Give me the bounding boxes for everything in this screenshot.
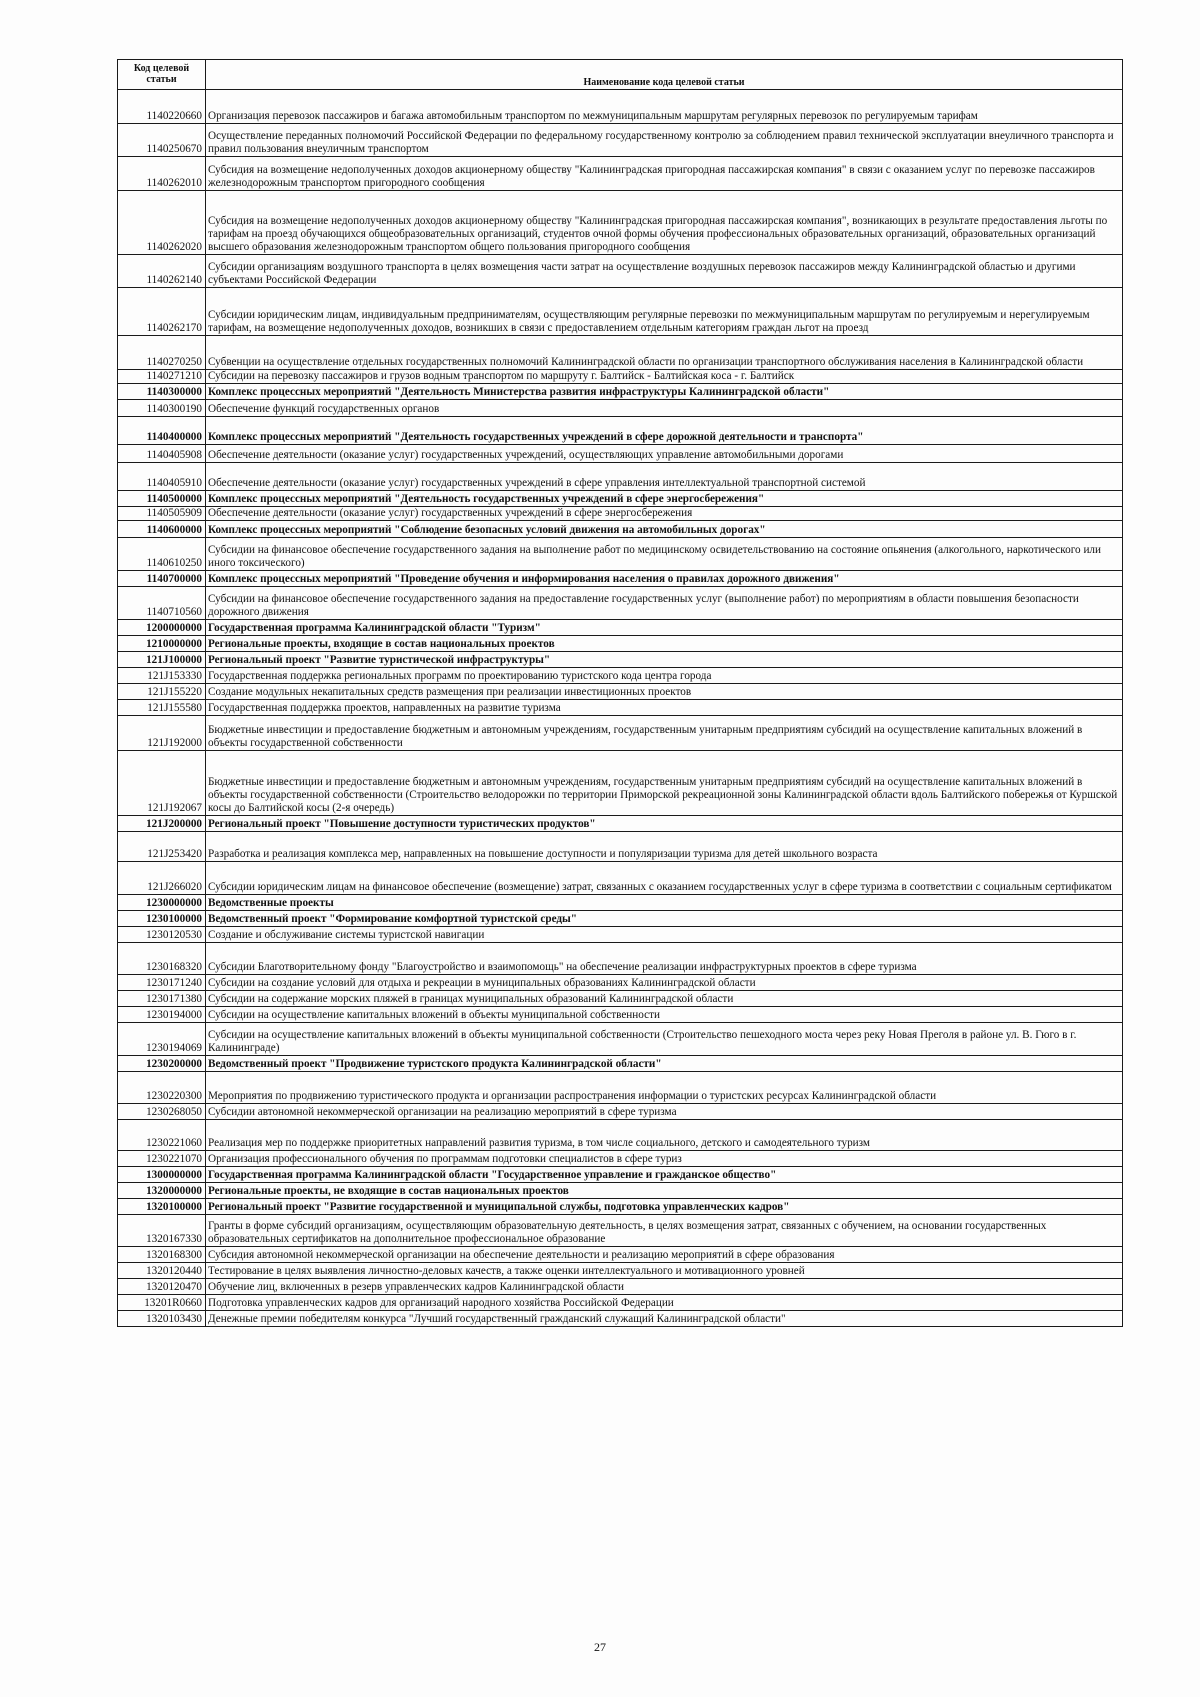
row-code: 1320103430 (118, 1311, 206, 1327)
row-name: Субсидии на финансовое обеспечение государственного задания на выполнение работ по медицинскому освидетельствованию на состояние опьянения (алкогольного, наркотического или иного токсического) (206, 538, 1123, 571)
row-name: Обеспечение деятельности (оказание услуг) государственных учреждений, осуществляющих управление автомобильными дорогами (206, 445, 1123, 463)
target-codes-table (117, 59, 1123, 1327)
row-code: 1320000000 (118, 1183, 206, 1199)
row-code: 1140710560 (118, 587, 206, 620)
page-number: 27 (594, 1640, 606, 1654)
row-name: Субсидии на осуществление капитальных вложений в объекты муниципальной собственности (206, 1007, 1123, 1023)
row-code: 1230194000 (118, 1007, 206, 1023)
table-row (118, 288, 1123, 336)
row-name: Комплекс процессных мероприятий "Соблюдение безопасных условий движения на автомобильных дорогах" (206, 521, 1123, 538)
table-row (118, 652, 1123, 668)
table-row (118, 463, 1123, 491)
row-name: Мероприятия по продвижению туристического продукта и организации распространения информации о туристских ресурсах Калининградской области (206, 1072, 1123, 1104)
row-code: 1210000000 (118, 636, 206, 652)
row-code: 1140500000 (118, 491, 206, 507)
table-row (118, 991, 1123, 1007)
row-name: Субсидии на финансовое обеспечение государственного задания на предоставление государственных услуг (выполнение работ) по мероприятиям в области повышения безопасности дорожного движения (206, 587, 1123, 620)
row-code: 1320100000 (118, 1199, 206, 1215)
table-row (118, 636, 1123, 652)
table-row (118, 571, 1123, 587)
row-code: 1140700000 (118, 571, 206, 587)
table-row (118, 975, 1123, 991)
row-name: Субсидии на создание условий для отдыха и рекреации в муниципальных образованиях Калининградской области (206, 975, 1123, 991)
row-name: Государственная поддержка проектов, направленных на развитие туризма (206, 700, 1123, 716)
row-code: 121J155220 (118, 684, 206, 700)
table-row (118, 521, 1123, 538)
row-name: Региональные проекты, входящие в состав национальных проектов (206, 636, 1123, 652)
table-row (118, 943, 1123, 975)
row-code: 1230220300 (118, 1072, 206, 1104)
row-name: Субсидии на осуществление капитальных вложений в объекты муниципальной собственности (Строительство пешеходного моста через реку Новая Преголя в районе ул. В. Гюго в г. Калининграде) (206, 1023, 1123, 1056)
row-name: Субсидии на содержание морских пляжей в границах муниципальных образований Калининградской области (206, 991, 1123, 1007)
row-code: 1140250670 (118, 124, 206, 157)
row-name: Субсидии юридическим лицам, индивидуальным предпринимателям, осуществляющим регулярные перевозки по межмуниципальным маршрутам по регулируемым и нерегулируемым тарифам, на возмещение недополученных доходов, возникших в связи с предоставлением отдельным категориям граждан льгот на проезд (206, 288, 1123, 336)
row-code: 1230168320 (118, 943, 206, 975)
row-code: 1230200000 (118, 1056, 206, 1072)
table-row (118, 90, 1123, 124)
row-name: Обеспечение деятельности (оказание услуг) государственных учреждений в сфере энергосбережения (206, 507, 1123, 521)
name-column-header: Наименование кода целевой статьи (206, 60, 1123, 90)
table-row (118, 1023, 1123, 1056)
row-code: 1140300000 (118, 384, 206, 400)
row-name: Создание модульных некапитальных средств размещения при реализации инвестиционных проектов (206, 684, 1123, 700)
row-name: Обеспечение деятельности (оказание услуг) государственных учреждений в сфере управления интеллектуальной транспортной системой (206, 463, 1123, 491)
row-code: 1230194069 (118, 1023, 206, 1056)
table-row (118, 1007, 1123, 1023)
table-row (118, 1120, 1123, 1151)
table-row (118, 816, 1123, 832)
row-code: 121J153330 (118, 668, 206, 684)
row-code: 1140505909 (118, 507, 206, 521)
row-name: Ведомственный проект "Продвижение туристского продукта Калининградской области" (206, 1056, 1123, 1072)
row-code: 121J253420 (118, 832, 206, 862)
row-name: Комплекс процессных мероприятий "Деятельность государственных учреждений в сфере дорожной деятельности и транспорта" (206, 417, 1123, 445)
row-code: 121J266020 (118, 862, 206, 895)
row-code: 1230171380 (118, 991, 206, 1007)
row-name: Осуществление переданных полномочий Российской Федерации по федеральному государственному контролю за соблюдением правил технической эксплуатации внеуличного транспорта и правил пользования внеуличным транспортом (206, 124, 1123, 157)
row-code: 1230221070 (118, 1151, 206, 1167)
table-row (118, 124, 1123, 157)
table-row (118, 1295, 1123, 1311)
code-column-header: Код целевой статьи (118, 60, 206, 90)
row-name: Комплекс процессных мероприятий "Деятельность государственных учреждений в сфере энергосбережения" (206, 491, 1123, 507)
row-name: Организация профессионального обучения по программам подготовки специалистов в сфере туриз (206, 1151, 1123, 1167)
row-code: 1140220660 (118, 90, 206, 124)
table-row (118, 700, 1123, 716)
table-row (118, 862, 1123, 895)
row-name: Субсидия автономной некоммерческой организации на обеспечение деятельности и реализацию мероприятий в сфере образования (206, 1247, 1123, 1263)
row-name: Субвенции на осуществление отдельных государственных полномочий Калининградской области по организации транспортного обслуживания населения в Калининградской области (206, 336, 1123, 370)
table-row (118, 895, 1123, 911)
table-row (118, 1072, 1123, 1104)
table-row (118, 668, 1123, 684)
row-code: 121J200000 (118, 816, 206, 832)
row-code: 1140600000 (118, 521, 206, 538)
row-name: Субсидии автономной некоммерческой организации на реализацию мероприятий в сфере туризма (206, 1104, 1123, 1120)
table-row (118, 538, 1123, 571)
table-row (118, 587, 1123, 620)
row-name: Региональный проект "Развитие туристической инфраструктуры" (206, 652, 1123, 668)
row-name: Региональный проект "Повышение доступности туристических продуктов" (206, 816, 1123, 832)
row-code: 1230000000 (118, 895, 206, 911)
row-code: 1140270250 (118, 336, 206, 370)
table-row (118, 400, 1123, 417)
row-name: Субсидии организациям воздушного транспорта в целях возмещения части затрат на осуществление воздушных перевозок пассажиров между Калининградской областью и другими субъектами Российской Федерации (206, 255, 1123, 288)
row-code: 121J155580 (118, 700, 206, 716)
table-row (118, 191, 1123, 255)
row-name: Государственная программа Калининградской области "Государственное управление и гражданское общество" (206, 1167, 1123, 1183)
row-name: Ведомственные проекты (206, 895, 1123, 911)
table-row (118, 716, 1123, 751)
table-row (118, 620, 1123, 636)
table-row (118, 1263, 1123, 1279)
table-row (118, 1199, 1123, 1215)
row-code: 121J100000 (118, 652, 206, 668)
table-row (118, 927, 1123, 943)
row-name: Обеспечение функций государственных органов (206, 400, 1123, 417)
row-code: 1230268050 (118, 1104, 206, 1120)
row-code: 1320120470 (118, 1279, 206, 1295)
row-name: Субсидия на возмещение недополученных доходов акционерному обществу "Калининградская пригородная пассажирская компания", возникающих в результате предоставления льготы по тарифам на проезд обучающихся общеобразовательных организаций, студентов очной формы обучения профессиональных образовательных организаций, образовательных организаций высшего образования железнодорожным транспортом общего пользования пригородного сообщения (206, 191, 1123, 255)
row-code: 1140262020 (118, 191, 206, 255)
row-code: 1140262010 (118, 157, 206, 191)
row-name: Реализация мер по поддержке приоритетных направлений развития туризма, в том числе социального, детского и самодеятельного туризм (206, 1120, 1123, 1151)
row-name: Субсидии юридическим лицам на финансовое обеспечение (возмещение) затрат, связанных с оказанием государственных услуг в сфере туризма в соответствии с социальным сертификатом (206, 862, 1123, 895)
row-code: 1200000000 (118, 620, 206, 636)
row-name: Обучение лиц, включенных в резерв управленческих кадров Калининградской области (206, 1279, 1123, 1295)
table-row (118, 1151, 1123, 1167)
row-code: 121J192000 (118, 716, 206, 751)
table-header-row (118, 60, 1123, 90)
row-code: 13201R0660 (118, 1295, 206, 1311)
table-row (118, 911, 1123, 927)
row-name: Гранты в форме субсидий организациям, осуществляющим образовательную деятельность, в целях возмещения затрат, связанных с обучением, на основании государственных образовательных сертификатов на дополнительное профессиональное образование (206, 1215, 1123, 1247)
table-row (118, 1104, 1123, 1120)
row-name: Бюджетные инвестиции и предоставление бюджетным и автономным учреждениям, государственным унитарным предприятиям субсидий на осуществление капитальных вложений в объекты государственной собственности (206, 716, 1123, 751)
row-code: 1140405910 (118, 463, 206, 491)
row-name: Ведомственный проект "Формирование комфортной туристской среды" (206, 911, 1123, 927)
row-name: Бюджетные инвестиции и предоставление бюджетным и автономным учреждениям, государственным унитарным предприятиям субсидий на осуществление капитальных вложений в объекты государственной собственности (Строительство велодорожки по территории Приморской рекреационной зоны Калининградской области вдоль Балтийского побережья от Куршской косы до Балтийской косы (2-я очередь) (206, 751, 1123, 816)
table-row (118, 1167, 1123, 1183)
row-name: Подготовка управленческих кадров для организаций народного хозяйства Российской Федерации (206, 1295, 1123, 1311)
row-name: Государственная поддержка региональных программ по проектированию туристского кода центра города (206, 668, 1123, 684)
row-name: Субсидии на перевозку пассажиров и грузов водным транспортом по маршруту г. Балтийск - Балтийская коса - г. Балтийск (206, 370, 1123, 384)
row-name: Тестирование в целях выявления личностно-деловых качеств, а также оценки интеллектуального и мотивационного уровней (206, 1263, 1123, 1279)
table-row (118, 684, 1123, 700)
row-code: 1320120440 (118, 1263, 206, 1279)
table-row (118, 157, 1123, 191)
table-row (118, 370, 1123, 384)
table-row (118, 1279, 1123, 1295)
table-row (118, 417, 1123, 445)
table-row (118, 507, 1123, 521)
row-code: 1140300190 (118, 400, 206, 417)
table-row (118, 1056, 1123, 1072)
row-name: Организация перевозок пассажиров и багажа автомобильным транспортом по межмуниципальным маршрутам регулярных перевозок по регулируемым тарифам (206, 90, 1123, 124)
row-name: Субсидии Благотворительному фонду "Благоустройство и взаимопомощь" на обеспечение реализации инфраструктурных проектов в сфере туризма (206, 943, 1123, 975)
row-code: 1140262170 (118, 288, 206, 336)
table-row (118, 336, 1123, 370)
row-code: 1140400000 (118, 417, 206, 445)
row-name: Денежные премии победителям конкурса "Лучший государственный гражданский служащий Калининградской области" (206, 1311, 1123, 1327)
table-row (118, 384, 1123, 400)
row-code: 1300000000 (118, 1167, 206, 1183)
table-row (118, 1247, 1123, 1263)
row-name: Комплекс процессных мероприятий "Проведение обучения и информирования населения о правилах дорожного движения" (206, 571, 1123, 587)
row-code: 1230171240 (118, 975, 206, 991)
row-name: Региональный проект "Развитие государственной и муниципальной службы, подготовка управленческих кадров" (206, 1199, 1123, 1215)
row-name: Государственная программа Калининградской области "Туризм" (206, 620, 1123, 636)
table-row (118, 1183, 1123, 1199)
table-row (118, 832, 1123, 862)
row-code: 1320168300 (118, 1247, 206, 1263)
row-code: 1140405908 (118, 445, 206, 463)
row-code: 1320167330 (118, 1215, 206, 1247)
row-code: 1140262140 (118, 255, 206, 288)
table-row (118, 255, 1123, 288)
row-name: Разработка и реализация комплекса мер, направленных на повышение доступности и популяризации туризма для детей школьного возраста (206, 832, 1123, 862)
table-row (118, 1311, 1123, 1327)
row-name: Субсидия на возмещение недополученных доходов акционерному обществу "Калининградская пригородная пассажирская компания" в связи с оказанием услуг по перевозке пассажиров железнодорожным транспортом пригородного сообщения (206, 157, 1123, 191)
row-name: Региональные проекты, не входящие в состав национальных проектов (206, 1183, 1123, 1199)
table-row (118, 491, 1123, 507)
row-name: Создание и обслуживание системы туристской навигации (206, 927, 1123, 943)
table-row (118, 445, 1123, 463)
row-name: Комплекс процессных мероприятий "Деятельность Министерства развития инфраструктуры Калининградской области" (206, 384, 1123, 400)
row-code: 1230100000 (118, 911, 206, 927)
row-code: 121J192067 (118, 751, 206, 816)
row-code: 1140610250 (118, 538, 206, 571)
row-code: 1140271210 (118, 370, 206, 384)
table-row (118, 751, 1123, 816)
row-code: 1230120530 (118, 927, 206, 943)
row-code: 1230221060 (118, 1120, 206, 1151)
table-row (118, 1215, 1123, 1247)
